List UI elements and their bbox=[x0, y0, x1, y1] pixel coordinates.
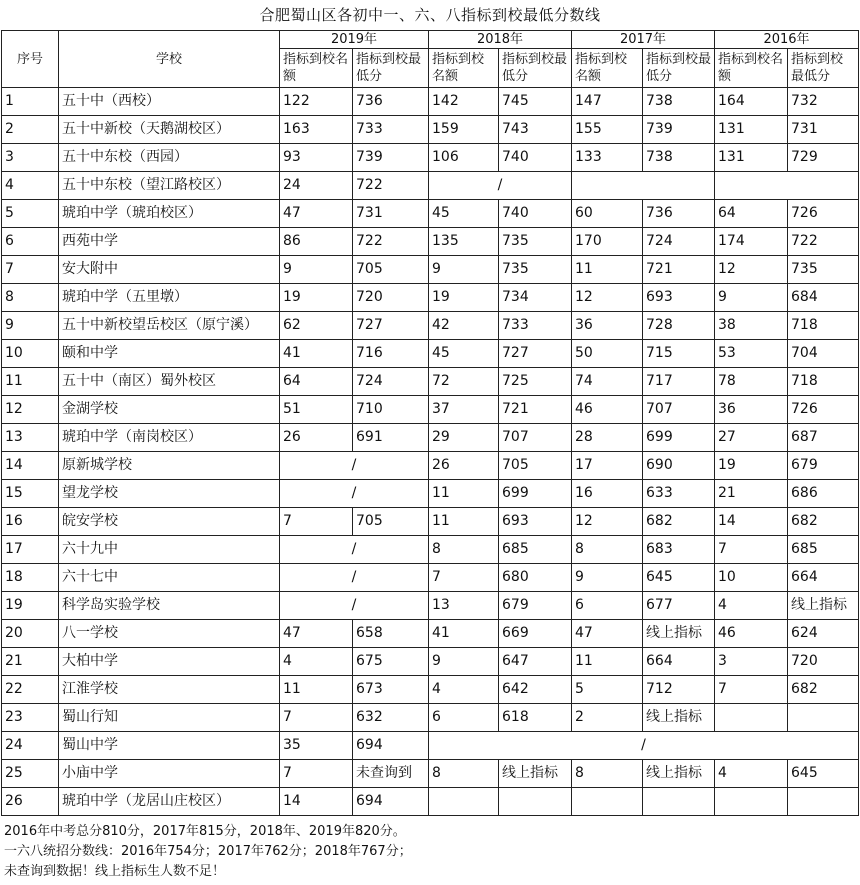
quota-cell: 131 bbox=[715, 116, 788, 144]
header-school: 学校 bbox=[59, 31, 280, 88]
table-row bbox=[2, 340, 859, 368]
footnotes bbox=[4, 822, 412, 882]
school-name: 安大附中 bbox=[59, 256, 280, 284]
min-score-cell: 707 bbox=[643, 396, 715, 424]
quota-cell: 5 bbox=[572, 676, 643, 704]
school-name: 大柏中学 bbox=[59, 648, 280, 676]
quota-cell: 14 bbox=[715, 508, 788, 536]
min-score-cell: 693 bbox=[643, 284, 715, 312]
min-score-cell: 712 bbox=[643, 676, 715, 704]
quota-cell: 51 bbox=[280, 396, 353, 424]
quota-cell bbox=[429, 788, 499, 816]
min-score-cell: 738 bbox=[643, 144, 715, 172]
row-number: 14 bbox=[2, 452, 59, 480]
row-number: 8 bbox=[2, 284, 59, 312]
min-score-cell: 728 bbox=[643, 312, 715, 340]
min-score-cell: 694 bbox=[353, 788, 429, 816]
min-score-cell: 724 bbox=[353, 368, 429, 396]
min-score-cell: 680 bbox=[499, 564, 572, 592]
quota-cell: 8 bbox=[429, 760, 499, 788]
footnote: 2016年中考总分810分，2017年815分，2018年、2019年820分。 bbox=[4, 824, 406, 839]
quota-cell: 142 bbox=[429, 88, 499, 116]
quota-cell: 174 bbox=[715, 228, 788, 256]
quota-cell: 11 bbox=[572, 256, 643, 284]
quota-cell: 53 bbox=[715, 340, 788, 368]
min-score-cell: 734 bbox=[499, 284, 572, 312]
min-score-cell: 673 bbox=[353, 676, 429, 704]
quota-cell: 11 bbox=[572, 648, 643, 676]
quota-cell: 9 bbox=[429, 256, 499, 284]
table-row bbox=[2, 88, 859, 116]
school-name: 琥珀中学（五里墩） bbox=[59, 284, 280, 312]
quota-cell: 24 bbox=[280, 172, 353, 200]
min-score-cell: 691 bbox=[353, 424, 429, 452]
row-number: 1 bbox=[2, 88, 59, 116]
quota-cell: 6 bbox=[429, 704, 499, 732]
row-number: 19 bbox=[2, 592, 59, 620]
table-row bbox=[2, 704, 859, 732]
quota-cell: 17 bbox=[572, 452, 643, 480]
quota-cell: 46 bbox=[572, 396, 643, 424]
quota-cell: 72 bbox=[429, 368, 499, 396]
school-name: 五十中东校（望江路校区） bbox=[59, 172, 280, 200]
table-row bbox=[2, 452, 859, 480]
quota-cell: 163 bbox=[280, 116, 353, 144]
min-score-cell: 685 bbox=[788, 536, 859, 564]
table-row bbox=[2, 200, 859, 228]
table-row bbox=[2, 312, 859, 340]
school-name: 皖安学校 bbox=[59, 508, 280, 536]
min-score-cell: 716 bbox=[353, 340, 429, 368]
quota-cell: 147 bbox=[572, 88, 643, 116]
quota-cell: 64 bbox=[280, 368, 353, 396]
table-row bbox=[2, 564, 859, 592]
min-score-cell: 733 bbox=[353, 116, 429, 144]
min-score-cell: 705 bbox=[353, 256, 429, 284]
no-data-mark: / bbox=[280, 536, 429, 564]
quota-cell: 7 bbox=[429, 564, 499, 592]
min-score-cell: 647 bbox=[499, 648, 572, 676]
no-data-mark: / bbox=[280, 592, 429, 620]
quota-cell: 62 bbox=[280, 312, 353, 340]
min-score-cell: 718 bbox=[788, 368, 859, 396]
min-score-cell: 736 bbox=[643, 200, 715, 228]
quota-cell: 45 bbox=[429, 340, 499, 368]
row-number: 24 bbox=[2, 732, 59, 760]
quota-cell: 26 bbox=[429, 452, 499, 480]
footnote: 未查询到数据！线上指标生人数不足！ bbox=[4, 864, 226, 879]
header-quota: 指标到校名额 bbox=[429, 49, 499, 88]
school-name: 原新城学校 bbox=[59, 452, 280, 480]
school-name: 八一学校 bbox=[59, 620, 280, 648]
quota-cell: 26 bbox=[280, 424, 353, 452]
min-score-cell: 线上指标 bbox=[643, 760, 715, 788]
quota-cell bbox=[715, 704, 788, 732]
quota-cell: 47 bbox=[280, 200, 353, 228]
quota-cell: 8 bbox=[572, 536, 643, 564]
min-score-cell: 726 bbox=[788, 200, 859, 228]
quota-cell: 74 bbox=[572, 368, 643, 396]
table-row bbox=[2, 116, 859, 144]
quota-cell: 8 bbox=[429, 536, 499, 564]
quota-cell: 7 bbox=[280, 704, 353, 732]
min-score-cell: 685 bbox=[499, 536, 572, 564]
min-score-cell: 线上指标 bbox=[643, 704, 715, 732]
school-name: 五十中新校望岳校区（原宁溪） bbox=[59, 312, 280, 340]
header-row-years bbox=[2, 31, 859, 49]
min-score-cell: 693 bbox=[499, 508, 572, 536]
min-score-cell: 687 bbox=[788, 424, 859, 452]
min-score-cell: 705 bbox=[499, 452, 572, 480]
min-score-cell bbox=[499, 788, 572, 816]
no-data-mark: / bbox=[280, 452, 429, 480]
quota-cell: 4 bbox=[429, 676, 499, 704]
quota-cell: 19 bbox=[715, 452, 788, 480]
min-score-cell: 722 bbox=[788, 228, 859, 256]
min-score-cell: 726 bbox=[788, 396, 859, 424]
header-min-score: 指标到校最低分 bbox=[353, 49, 429, 88]
quota-cell: 170 bbox=[572, 228, 643, 256]
min-score-cell: 740 bbox=[499, 200, 572, 228]
min-score-cell: 720 bbox=[353, 284, 429, 312]
quota-cell: 38 bbox=[715, 312, 788, 340]
quota-cell: 64 bbox=[715, 200, 788, 228]
document-title: 合肥蜀山区各初中一、六、八指标到校最低分数线 bbox=[259, 6, 601, 24]
no-data-mark: / bbox=[429, 172, 572, 200]
min-score-cell: 707 bbox=[499, 424, 572, 452]
table-row bbox=[2, 284, 859, 312]
min-score-cell: 724 bbox=[643, 228, 715, 256]
min-score-cell: 线上指标 bbox=[643, 620, 715, 648]
school-name: 六十九中 bbox=[59, 536, 280, 564]
min-score-cell: 731 bbox=[353, 200, 429, 228]
quota-cell: 28 bbox=[572, 424, 643, 452]
min-score-cell: 677 bbox=[643, 592, 715, 620]
min-score-cell: 739 bbox=[353, 144, 429, 172]
quota-cell: 7 bbox=[280, 760, 353, 788]
min-score-cell: 699 bbox=[499, 480, 572, 508]
quota-cell: 50 bbox=[572, 340, 643, 368]
table-body bbox=[2, 88, 859, 816]
min-score-cell: 718 bbox=[788, 312, 859, 340]
school-name: 琥珀中学（龙居山庄校区） bbox=[59, 788, 280, 816]
quota-cell: 6 bbox=[572, 592, 643, 620]
quota-cell: 12 bbox=[572, 284, 643, 312]
row-number: 2 bbox=[2, 116, 59, 144]
min-score-cell: 735 bbox=[499, 228, 572, 256]
row-number: 6 bbox=[2, 228, 59, 256]
row-number: 26 bbox=[2, 788, 59, 816]
quota-cell: 36 bbox=[715, 396, 788, 424]
empty-cell bbox=[715, 172, 859, 200]
quota-cell: 4 bbox=[715, 760, 788, 788]
min-score-cell: 624 bbox=[788, 620, 859, 648]
table-row bbox=[2, 144, 859, 172]
header-min-score: 指标到校最低分 bbox=[499, 49, 572, 88]
min-score-cell: 721 bbox=[499, 396, 572, 424]
quota-cell: 19 bbox=[280, 284, 353, 312]
quota-cell: 122 bbox=[280, 88, 353, 116]
school-name: 蜀山中学 bbox=[59, 732, 280, 760]
school-name: 五十中新校（天鹅湖校区） bbox=[59, 116, 280, 144]
school-name: 西苑中学 bbox=[59, 228, 280, 256]
min-score-cell: 658 bbox=[353, 620, 429, 648]
quota-cell: 9 bbox=[572, 564, 643, 592]
row-number: 11 bbox=[2, 368, 59, 396]
quota-cell: 46 bbox=[715, 620, 788, 648]
school-name: 蜀山行知 bbox=[59, 704, 280, 732]
min-score-cell: 633 bbox=[643, 480, 715, 508]
school-name: 颐和中学 bbox=[59, 340, 280, 368]
footnote: 一六八统招分数线：2016年754分；2017年762分；2018年767分； bbox=[4, 844, 412, 859]
table-row bbox=[2, 592, 859, 620]
table-row bbox=[2, 508, 859, 536]
quota-cell: 45 bbox=[429, 200, 499, 228]
min-score-cell: 679 bbox=[499, 592, 572, 620]
row-number: 21 bbox=[2, 648, 59, 676]
quota-cell: 9 bbox=[429, 648, 499, 676]
no-data-mark: / bbox=[280, 480, 429, 508]
table-row bbox=[2, 424, 859, 452]
table-row bbox=[2, 228, 859, 256]
header-quota: 指标到校名额 bbox=[280, 49, 353, 88]
table-row bbox=[2, 648, 859, 676]
school-name: 六十七中 bbox=[59, 564, 280, 592]
quota-cell: 47 bbox=[572, 620, 643, 648]
quota-cell: 47 bbox=[280, 620, 353, 648]
min-score-cell: 727 bbox=[353, 312, 429, 340]
school-name: 望龙学校 bbox=[59, 480, 280, 508]
min-score-cell: 743 bbox=[499, 116, 572, 144]
quota-cell: 8 bbox=[572, 760, 643, 788]
min-score-cell: 682 bbox=[788, 676, 859, 704]
row-number: 20 bbox=[2, 620, 59, 648]
row-number: 17 bbox=[2, 536, 59, 564]
row-number: 22 bbox=[2, 676, 59, 704]
min-score-cell: 727 bbox=[499, 340, 572, 368]
quota-cell: 37 bbox=[429, 396, 499, 424]
quota-cell: 11 bbox=[280, 676, 353, 704]
quota-cell: 131 bbox=[715, 144, 788, 172]
min-score-cell: 722 bbox=[353, 228, 429, 256]
min-score-cell bbox=[643, 788, 715, 816]
min-score-cell: 694 bbox=[353, 732, 429, 760]
min-score-cell: 731 bbox=[788, 116, 859, 144]
quota-cell: 2 bbox=[572, 704, 643, 732]
min-score-cell: 632 bbox=[353, 704, 429, 732]
min-score-cell: 684 bbox=[788, 284, 859, 312]
quota-cell: 60 bbox=[572, 200, 643, 228]
min-score-cell bbox=[788, 788, 859, 816]
row-number: 15 bbox=[2, 480, 59, 508]
min-score-cell: 705 bbox=[353, 508, 429, 536]
min-score-cell: 683 bbox=[643, 536, 715, 564]
min-score-cell: 722 bbox=[353, 172, 429, 200]
min-score-cell: 690 bbox=[643, 452, 715, 480]
quota-cell: 7 bbox=[280, 508, 353, 536]
school-name: 五十中（南区）蜀外校区 bbox=[59, 368, 280, 396]
min-score-cell: 645 bbox=[788, 760, 859, 788]
min-score-cell: 735 bbox=[499, 256, 572, 284]
min-score-cell bbox=[788, 704, 859, 732]
row-number: 3 bbox=[2, 144, 59, 172]
min-score-cell: 682 bbox=[788, 508, 859, 536]
row-number: 5 bbox=[2, 200, 59, 228]
min-score-cell: 686 bbox=[788, 480, 859, 508]
min-score-cell: 664 bbox=[643, 648, 715, 676]
row-number: 7 bbox=[2, 256, 59, 284]
school-name: 金湖学校 bbox=[59, 396, 280, 424]
quota-cell: 14 bbox=[280, 788, 353, 816]
table-row bbox=[2, 172, 859, 200]
table-row bbox=[2, 760, 859, 788]
quota-cell: 4 bbox=[715, 592, 788, 620]
quota-cell: 93 bbox=[280, 144, 353, 172]
quota-cell: 42 bbox=[429, 312, 499, 340]
quota-cell: 4 bbox=[280, 648, 353, 676]
school-name: 江淮学校 bbox=[59, 676, 280, 704]
header-seq: 序号 bbox=[2, 31, 59, 88]
row-number: 4 bbox=[2, 172, 59, 200]
quota-cell: 7 bbox=[715, 676, 788, 704]
header-min-score: 指标到校最低分 bbox=[643, 49, 715, 88]
quota-cell: 78 bbox=[715, 368, 788, 396]
table-row bbox=[2, 732, 859, 760]
min-score-cell: 线上指标 bbox=[499, 760, 572, 788]
quota-cell: 7 bbox=[715, 536, 788, 564]
row-number: 13 bbox=[2, 424, 59, 452]
table-row bbox=[2, 480, 859, 508]
quota-cell bbox=[715, 788, 788, 816]
quota-cell: 86 bbox=[280, 228, 353, 256]
quota-cell: 12 bbox=[572, 508, 643, 536]
quota-cell: 11 bbox=[429, 480, 499, 508]
min-score-cell: 704 bbox=[788, 340, 859, 368]
min-score-cell: 618 bbox=[499, 704, 572, 732]
quota-cell: 12 bbox=[715, 256, 788, 284]
school-name: 琥珀中学（琥珀校区） bbox=[59, 200, 280, 228]
min-score-cell: 745 bbox=[499, 88, 572, 116]
min-score-cell: 未查询到 bbox=[353, 760, 429, 788]
quota-cell: 10 bbox=[715, 564, 788, 592]
quota-cell: 36 bbox=[572, 312, 643, 340]
school-name: 五十中（西校） bbox=[59, 88, 280, 116]
quota-cell: 11 bbox=[429, 508, 499, 536]
quota-cell: 135 bbox=[429, 228, 499, 256]
quota-cell: 155 bbox=[572, 116, 643, 144]
school-name: 琥珀中学（南岗校区） bbox=[59, 424, 280, 452]
table-row bbox=[2, 368, 859, 396]
header-min-score: 指标到校最低分 bbox=[788, 49, 859, 88]
header-quota: 指标到校名额 bbox=[715, 49, 788, 88]
min-score-cell: 715 bbox=[643, 340, 715, 368]
row-number: 10 bbox=[2, 340, 59, 368]
table-row bbox=[2, 788, 859, 816]
empty-cell bbox=[572, 172, 715, 200]
quota-cell: 9 bbox=[280, 256, 353, 284]
min-score-cell: 710 bbox=[353, 396, 429, 424]
header-year-2019: 2019年 bbox=[280, 31, 429, 49]
quota-cell: 9 bbox=[715, 284, 788, 312]
quota-cell: 16 bbox=[572, 480, 643, 508]
min-score-cell: 735 bbox=[788, 256, 859, 284]
min-score-cell: 679 bbox=[788, 452, 859, 480]
quota-cell: 35 bbox=[280, 732, 353, 760]
row-number: 18 bbox=[2, 564, 59, 592]
quota-cell: 159 bbox=[429, 116, 499, 144]
min-score-cell: 740 bbox=[499, 144, 572, 172]
quota-cell: 106 bbox=[429, 144, 499, 172]
min-score-cell: 664 bbox=[788, 564, 859, 592]
min-score-cell: 733 bbox=[499, 312, 572, 340]
table-row bbox=[2, 620, 859, 648]
row-number: 12 bbox=[2, 396, 59, 424]
min-score-cell: 642 bbox=[499, 676, 572, 704]
min-score-cell: 725 bbox=[499, 368, 572, 396]
min-score-cell: 682 bbox=[643, 508, 715, 536]
no-data-mark: / bbox=[280, 564, 429, 592]
row-number: 9 bbox=[2, 312, 59, 340]
table-row bbox=[2, 256, 859, 284]
quota-cell: 27 bbox=[715, 424, 788, 452]
school-name: 五十中东校（西园） bbox=[59, 144, 280, 172]
row-number: 23 bbox=[2, 704, 59, 732]
header-quota: 指标到校名额 bbox=[572, 49, 643, 88]
quota-cell: 19 bbox=[429, 284, 499, 312]
min-score-cell: 645 bbox=[643, 564, 715, 592]
min-score-cell: 729 bbox=[788, 144, 859, 172]
quota-cell: 164 bbox=[715, 88, 788, 116]
table-row bbox=[2, 676, 859, 704]
min-score-cell: 738 bbox=[643, 88, 715, 116]
quota-cell: 133 bbox=[572, 144, 643, 172]
header-year-2016: 2016年 bbox=[715, 31, 859, 49]
table-row bbox=[2, 396, 859, 424]
quota-cell bbox=[572, 788, 643, 816]
row-number: 16 bbox=[2, 508, 59, 536]
quota-cell: 21 bbox=[715, 480, 788, 508]
header-year-2017: 2017年 bbox=[572, 31, 715, 49]
quota-cell: 13 bbox=[429, 592, 499, 620]
header-year-2018: 2018年 bbox=[429, 31, 572, 49]
min-score-cell: 732 bbox=[788, 88, 859, 116]
quota-cell: 3 bbox=[715, 648, 788, 676]
min-score-cell: 669 bbox=[499, 620, 572, 648]
quota-cell: 41 bbox=[429, 620, 499, 648]
min-score-cell: 线上指标 bbox=[788, 592, 859, 620]
min-score-cell: 739 bbox=[643, 116, 715, 144]
table-row bbox=[2, 536, 859, 564]
min-score-cell: 736 bbox=[353, 88, 429, 116]
school-name: 科学岛实验学校 bbox=[59, 592, 280, 620]
min-score-cell: 675 bbox=[353, 648, 429, 676]
min-score-cell: 721 bbox=[643, 256, 715, 284]
min-score-cell: 717 bbox=[643, 368, 715, 396]
min-score-cell: 720 bbox=[788, 648, 859, 676]
min-score-cell: 699 bbox=[643, 424, 715, 452]
quota-cell: 41 bbox=[280, 340, 353, 368]
score-table bbox=[1, 30, 859, 816]
quota-cell: 29 bbox=[429, 424, 499, 452]
no-data-mark: / bbox=[429, 732, 859, 760]
row-number: 25 bbox=[2, 760, 59, 788]
school-name: 小庙中学 bbox=[59, 760, 280, 788]
